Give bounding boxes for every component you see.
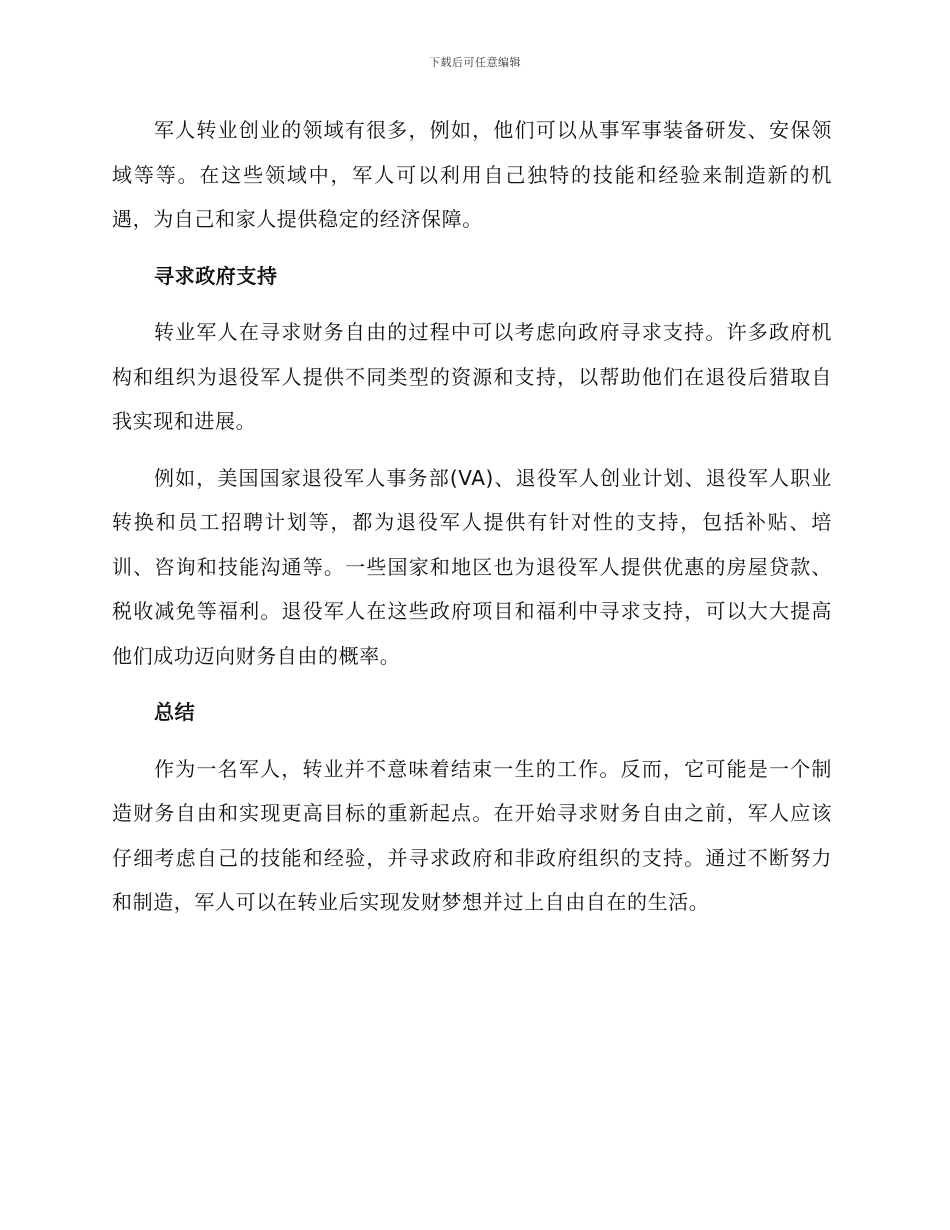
paragraph-government-support-intro: 转业军人在寻求财务自由的过程中可以考虑向政府寻求支持。许多政府机构和组织为退役军人提供不同类型的资源和支持，以帮助他们在退役后猎取自我实现和进展。 — [112, 320, 832, 433]
paragraph-government-programs-example: 例如，美国国家退役军人事务部(VA)、退役军人创业计划、退役军人职业转换和员工招聘计划等，都为退役军人提供有针对性的支持，包括补贴、培训、咨询和技能沟通等。一些国家和地区也为退役军人提供优惠的房屋贷款、税收减免等福利。退役军人在这些政府项目和福利中寻求支持，可以大大提高他们成功迈向财务自由的概率。 — [112, 465, 832, 668]
paragraph-military-business-fields: 军人转业创业的领域有很多，例如，他们可以从事军事装备研发、安保领域等等。在这些领域中，军人可以利用自己独特的技能和经验来制造新的机遇，为自己和家人提供稳定的经济保障。 — [112, 118, 832, 231]
page-header: 下载后可任意编辑 — [429, 56, 521, 69]
document-body — [112, 108, 832, 937]
section-heading-summary: 总结 — [154, 700, 196, 724]
section-heading-government-support: 寻求政府支持 — [154, 263, 278, 288]
paragraph-summary: 作为一名军人，转业并不意味着结束一生的工作。反而，它可能是一个制造财务自由和实现更高目标的重新起点。在开始寻求财务自由之前，军人应该仔细考虑自己的技能和经验，并寻求政府和非政府组织的支持。通过不断努力和制造，军人可以在转业后实现发财梦想并过上自由自在的生活。 — [112, 756, 832, 914]
